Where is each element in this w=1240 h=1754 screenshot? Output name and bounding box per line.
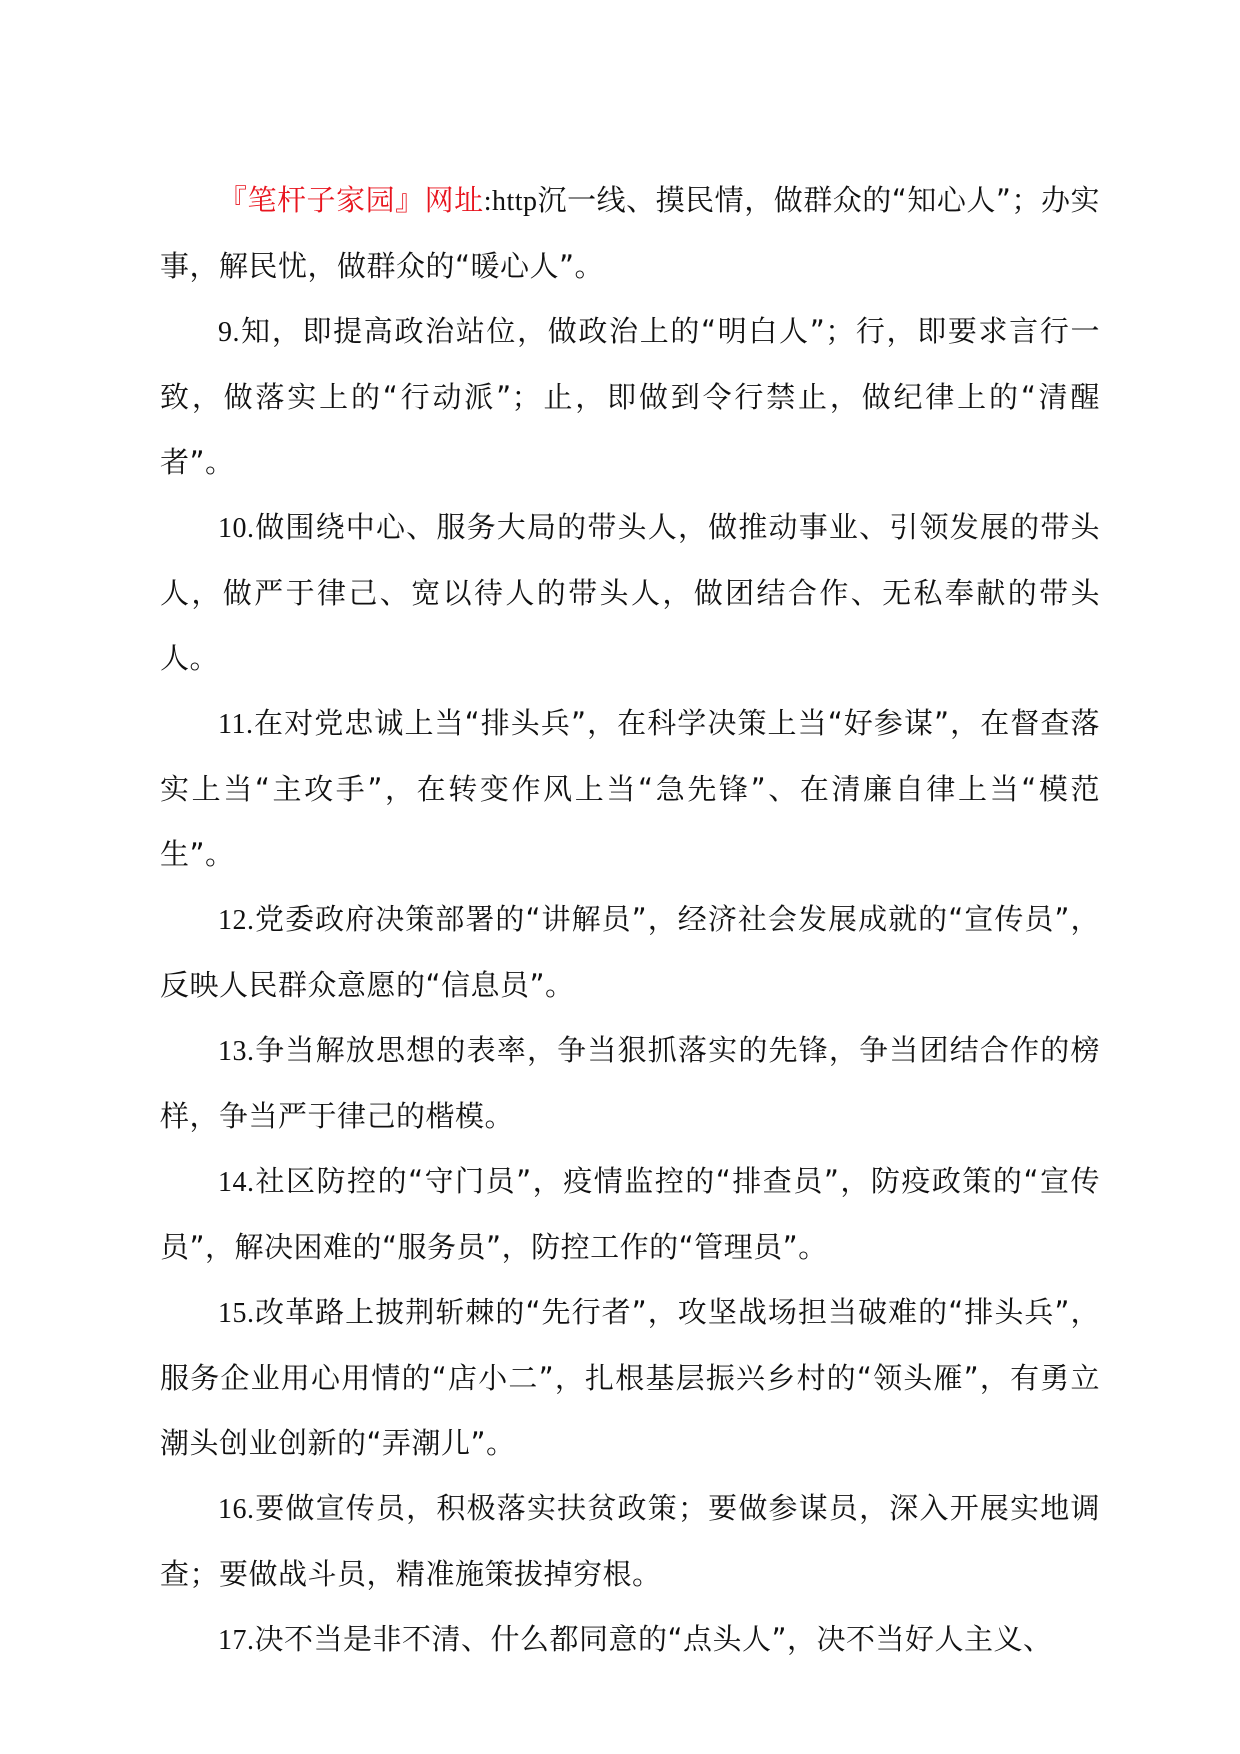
item-text: 改革路上披荆斩棘的“先行者”，攻坚战场担当破难的“排头兵”，服务企业用心用情的“店小二”，扎根基层振兴乡村的“领头雁”，有勇立潮头创业创新的“弄潮儿”。 [160, 1295, 1100, 1460]
list-item-13 [160, 1018, 1100, 1149]
url-text: http [491, 186, 538, 217]
header-paragraph [160, 168, 1100, 299]
list-item-10 [160, 495, 1100, 691]
item-text: 争当解放思想的表率，争当狠抓落实的先锋，争当团结合作的榜样，争当严于律己的楷模。 [160, 1033, 1100, 1133]
list-item-9 [160, 299, 1100, 495]
item-number: 10. [218, 513, 255, 544]
item-text: 党委政府决策部署的“讲解员”，经济社会发展成就的“宣传员”，反映人民群众意愿的“信息员”。 [160, 902, 1100, 1002]
item-text: 要做宣传员，积极落实扶贫政策；要做参谋员，深入开展实地调查；要做战斗员，精准施策拔掉穷根。 [160, 1491, 1100, 1591]
site-name: 『笔杆子家园』网址 [218, 183, 484, 217]
list-item-17 [160, 1607, 1100, 1673]
list-item-12 [160, 887, 1100, 1018]
item-text: 在对党忠诚上当“排头兵”，在科学决策上当“好参谋”，在督查落实上当“主攻手”，在转变作风上当“急先锋”、在清廉自律上当“模范生”。 [160, 706, 1100, 871]
item-number: 16. [218, 1494, 255, 1525]
document-body [160, 168, 1100, 1673]
list-item-11 [160, 691, 1100, 887]
item-text: 做围绕中心、服务大局的带头人，做推动事业、引领发展的带头人，做严于律己、宽以待人的带头人，做团结合作、无私奉献的带头人。 [160, 510, 1100, 675]
item-text: 决不当是非不清、什么都同意的“点头人”，决不当好人主义、 [254, 1622, 1053, 1656]
item-number: 17. [218, 1625, 255, 1656]
item-number: 9. [218, 317, 240, 348]
item-number: 12. [218, 905, 255, 936]
list-item-16 [160, 1476, 1100, 1607]
header-text: 沉一线、摸民情，做群众的“知心人”；办实事，解民忧，做群众的“暖心人”。 [160, 183, 1100, 283]
colon: : [483, 186, 492, 217]
item-number: 11. [218, 709, 254, 740]
list-item-15 [160, 1280, 1100, 1476]
item-number: 15. [218, 1298, 255, 1329]
item-text: 社区防控的“守门员”，疫情监控的“排查员”，防疫政策的“宣传员”，解决困难的“服务员”，防控工作的“管理员”。 [160, 1164, 1100, 1264]
item-number: 13. [218, 1036, 255, 1067]
item-text: 知，即提高政治站位，做政治上的“明白人”；行，即要求言行一致，做落实上的“行动派”；止，即做到令行禁止，做纪律上的“清醒者”。 [160, 314, 1100, 479]
list-item-14 [160, 1149, 1100, 1280]
item-number: 14. [218, 1167, 255, 1198]
